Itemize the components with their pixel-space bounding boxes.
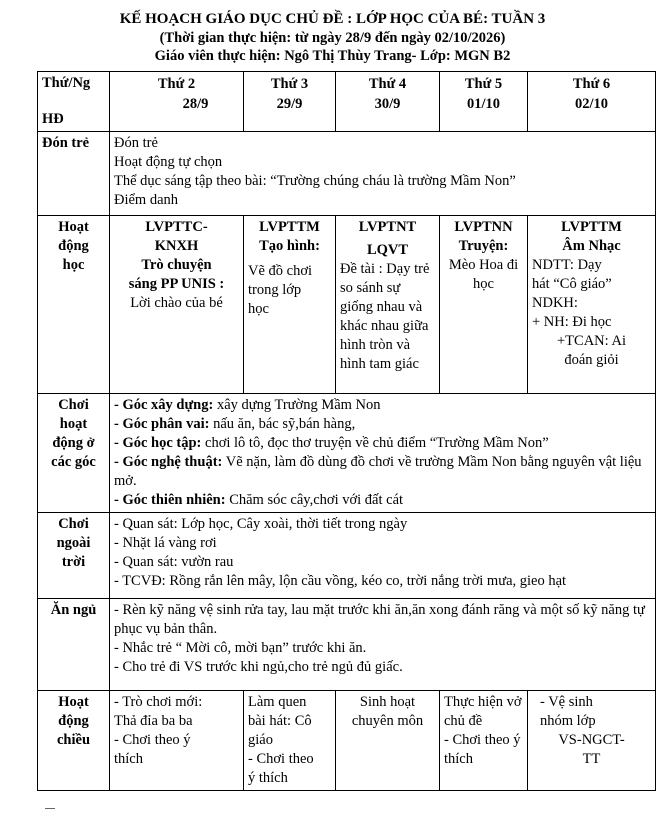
list-item: - Trò chơi mới: (114, 694, 203, 710)
day-date: 30/9 (374, 96, 401, 112)
label-line: các góc (51, 454, 96, 470)
choi-goc-content (110, 394, 656, 513)
label-line: động (58, 713, 89, 729)
list-item: Hoạt động tự chọn (114, 154, 223, 170)
day-name: Thứ 5 (464, 76, 503, 92)
lesson-topic: đoán giỏi (564, 352, 619, 368)
lesson-topic: học (473, 276, 494, 292)
list-item: thích (114, 751, 143, 767)
list-item: TT (582, 751, 601, 767)
day-header-thu (440, 72, 528, 132)
don-tre-content (110, 132, 656, 216)
day-name: Thứ 6 (572, 76, 611, 92)
row-label-an-ngu: Ăn ngủ (38, 599, 110, 691)
list-item: thích (444, 751, 473, 767)
row-label-hoat-dong-hoc (38, 216, 110, 394)
day-name: Thứ 4 (368, 76, 407, 92)
corner-cell (38, 72, 110, 132)
label-line: học (62, 257, 85, 273)
day-date: 01/10 (466, 96, 501, 112)
list-item: - Góc học tập: chơi lô tô, đọc thơ truyện về chủ điểm “Trường Mầm Non” (114, 435, 549, 451)
table-header-row (38, 72, 656, 132)
lesson-topic: +TCAN: Ai (556, 333, 626, 349)
day-date: 28/9 (182, 96, 209, 112)
lesson-domain: LVPTTC- (145, 219, 208, 235)
afternoon-wed (336, 691, 440, 791)
list-item: - Nhắc trẻ “ Mời cô, mời bạn” trước khi ăn. (114, 640, 367, 656)
list-item: - Góc phân vai: nấu ăn, bác sỹ,bán hàng, (114, 416, 356, 432)
list-item: - Góc thiên nhiên: Chăm sóc cây,chơi với đất cát (114, 492, 404, 508)
row-label-hoat-dong-chieu (38, 691, 110, 791)
label-line: Chơi (58, 516, 89, 532)
label-line: Chơi (58, 397, 89, 413)
row-hoat-dong-hoc (38, 216, 656, 394)
label-line: Hoạt (58, 219, 89, 235)
label-line: ngoài (56, 535, 91, 551)
day-header-fri (528, 72, 656, 132)
row-label-choi-ngoai-troi (38, 513, 110, 599)
lesson-topic: Đề tài : Dạy trẻ (340, 261, 430, 277)
lesson-topic: hình tam giác (340, 356, 419, 372)
label-line: hoạt (59, 416, 88, 432)
list-item: - Quan sát: vườn rau (114, 554, 234, 570)
page-mark (45, 808, 55, 811)
list-item: bài hát: Cô (248, 713, 312, 729)
list-item: Đón trẻ (114, 135, 158, 151)
lesson-domain: LVPTNT (358, 219, 417, 235)
lesson-type: sáng PP UNIS : (128, 276, 225, 292)
plan-table (37, 71, 656, 791)
list-item: Thể dục sáng tập theo bài: “Trường chúng cháu là trường Mầm Non” (114, 173, 516, 189)
lesson-thu (440, 216, 528, 394)
teacher-info: Giáo viên thực hiện: Ngô Thị Thùy Trang- Lớp: MGN B2 (154, 48, 511, 64)
row-label-don-tre: Đón trẻ (38, 132, 110, 216)
lesson-topic: giống nhau và (340, 299, 423, 315)
lesson-topic: + NH: Đi học (532, 314, 612, 330)
row-an-ngu (38, 599, 656, 691)
day-header-wed (336, 72, 440, 132)
lesson-domain: LVPTNN (454, 219, 513, 235)
lesson-domain: LVPTTM (259, 219, 320, 235)
list-item: Thả đỉa ba ba (114, 713, 193, 729)
lesson-fri (528, 216, 656, 394)
lesson-topic: NDTT: Dạy (532, 257, 602, 273)
list-item: chuyên môn (351, 713, 424, 729)
list-item: VS-NGCT- (558, 732, 625, 748)
lesson-topic: hát “Cô giáo” (532, 276, 612, 292)
lesson-topic: Lời chào của bé (130, 295, 223, 311)
day-name: Thứ 2 (157, 76, 196, 92)
day-header-tue (244, 72, 336, 132)
list-item: - Góc nghệ thuật: Vẽ nặn, làm đồ dùng đồ chơi về trường Mầm Non bằng nguyên vật liệu mở. (114, 454, 642, 489)
list-item: Điểm danh (114, 192, 179, 208)
day-date: 29/9 (276, 96, 303, 112)
time-period: (Thời gian thực hiện: từ ngày 28/9 đến ngày 02/10/2026) (159, 30, 506, 46)
list-item: ý thích (248, 770, 288, 786)
row-choi-ngoai-troi (38, 513, 656, 599)
list-item: - Chơi theo ý (114, 732, 191, 748)
list-item: - Vệ sinh (540, 694, 593, 710)
list-item: giáo (248, 732, 273, 748)
list-item: - TCVĐ: Rồng rắn lên mây, lộn cầu vồng, kéo co, trời nắng trời mưa, gieo hạt (114, 573, 567, 589)
list-item: Làm quen (248, 694, 307, 710)
lesson-tue (244, 216, 336, 394)
row-label-choi-goc (38, 394, 110, 513)
label-line: động (58, 238, 89, 254)
afternoon-mon (110, 691, 244, 791)
list-item: - Cho trẻ đi VS trước khi ngủ,cho trẻ ngủ đủ giấc. (114, 659, 403, 675)
lesson-type: Trò chuyện (141, 257, 212, 273)
lesson-topic: hình tròn và (340, 337, 411, 353)
list-item: Thực hiện vở (444, 694, 522, 710)
label-line: động ở (52, 435, 95, 451)
afternoon-thu (440, 691, 528, 791)
lesson-topic: khác nhau giữa (340, 318, 429, 334)
corner-top-label: Thứ/Ng (42, 75, 91, 91)
afternoon-tue (244, 691, 336, 791)
row-don-tre (38, 132, 656, 216)
list-item: Sinh hoạt (359, 694, 416, 710)
label-line: chiều (56, 732, 91, 748)
page-title: KẾ HOẠCH GIÁO DỤC CHỦ ĐỀ : LỚP HỌC CỦA BÉ: TUẦN 3 (119, 11, 546, 27)
day-header-mon (110, 72, 244, 132)
list-item: nhóm lớp (540, 713, 596, 729)
an-ngu-content (110, 599, 656, 691)
list-item: - Rèn kỹ năng vệ sinh rửa tay, lau mặt trước khi ăn,ăn xong đánh răng và một số kỹ năng tự phục vụ bản thân. (114, 602, 645, 637)
list-item: - Chơi theo ý (444, 732, 521, 748)
label-line: trời (61, 554, 86, 570)
day-date: 02/10 (574, 96, 609, 112)
lesson-topic: Mèo Hoa đi (448, 257, 519, 273)
lesson-mon (110, 216, 244, 394)
row-choi-goc (38, 394, 656, 513)
list-item: - Quan sát: Lớp học, Cây xoài, thời tiết trong ngày (114, 516, 408, 532)
choi-ngoai-troi-content (110, 513, 656, 599)
row-hoat-dong-chieu (38, 691, 656, 791)
lesson-type: Truyện: (458, 238, 509, 254)
lesson-topic: học (248, 301, 269, 317)
lesson-domain: KNXH (154, 238, 199, 254)
day-name: Thứ 3 (270, 76, 309, 92)
lesson-type: Âm Nhạc (562, 238, 621, 254)
list-item: - Chơi theo (248, 751, 314, 767)
lesson-topic: Vẽ đồ chơi (248, 263, 313, 279)
lesson-type: Tạo hình: (259, 238, 320, 254)
lesson-topic: so sánh sự (340, 280, 401, 296)
list-item: - Góc xây dựng: xây dựng Trường Mầm Non (114, 397, 381, 413)
afternoon-fri (528, 691, 656, 791)
lesson-type: LQVT (366, 242, 409, 258)
lesson-topic: NDKH: (532, 295, 578, 311)
lesson-topic: trong lớp (248, 282, 302, 298)
list-item: chủ đề (444, 713, 483, 729)
label-line: Hoạt (58, 694, 89, 710)
list-item: - Nhặt lá vàng rơi (114, 535, 217, 551)
corner-bottom-label: HĐ (42, 111, 64, 127)
lesson-domain: LVPTTM (561, 219, 622, 235)
lesson-wed (336, 216, 440, 394)
